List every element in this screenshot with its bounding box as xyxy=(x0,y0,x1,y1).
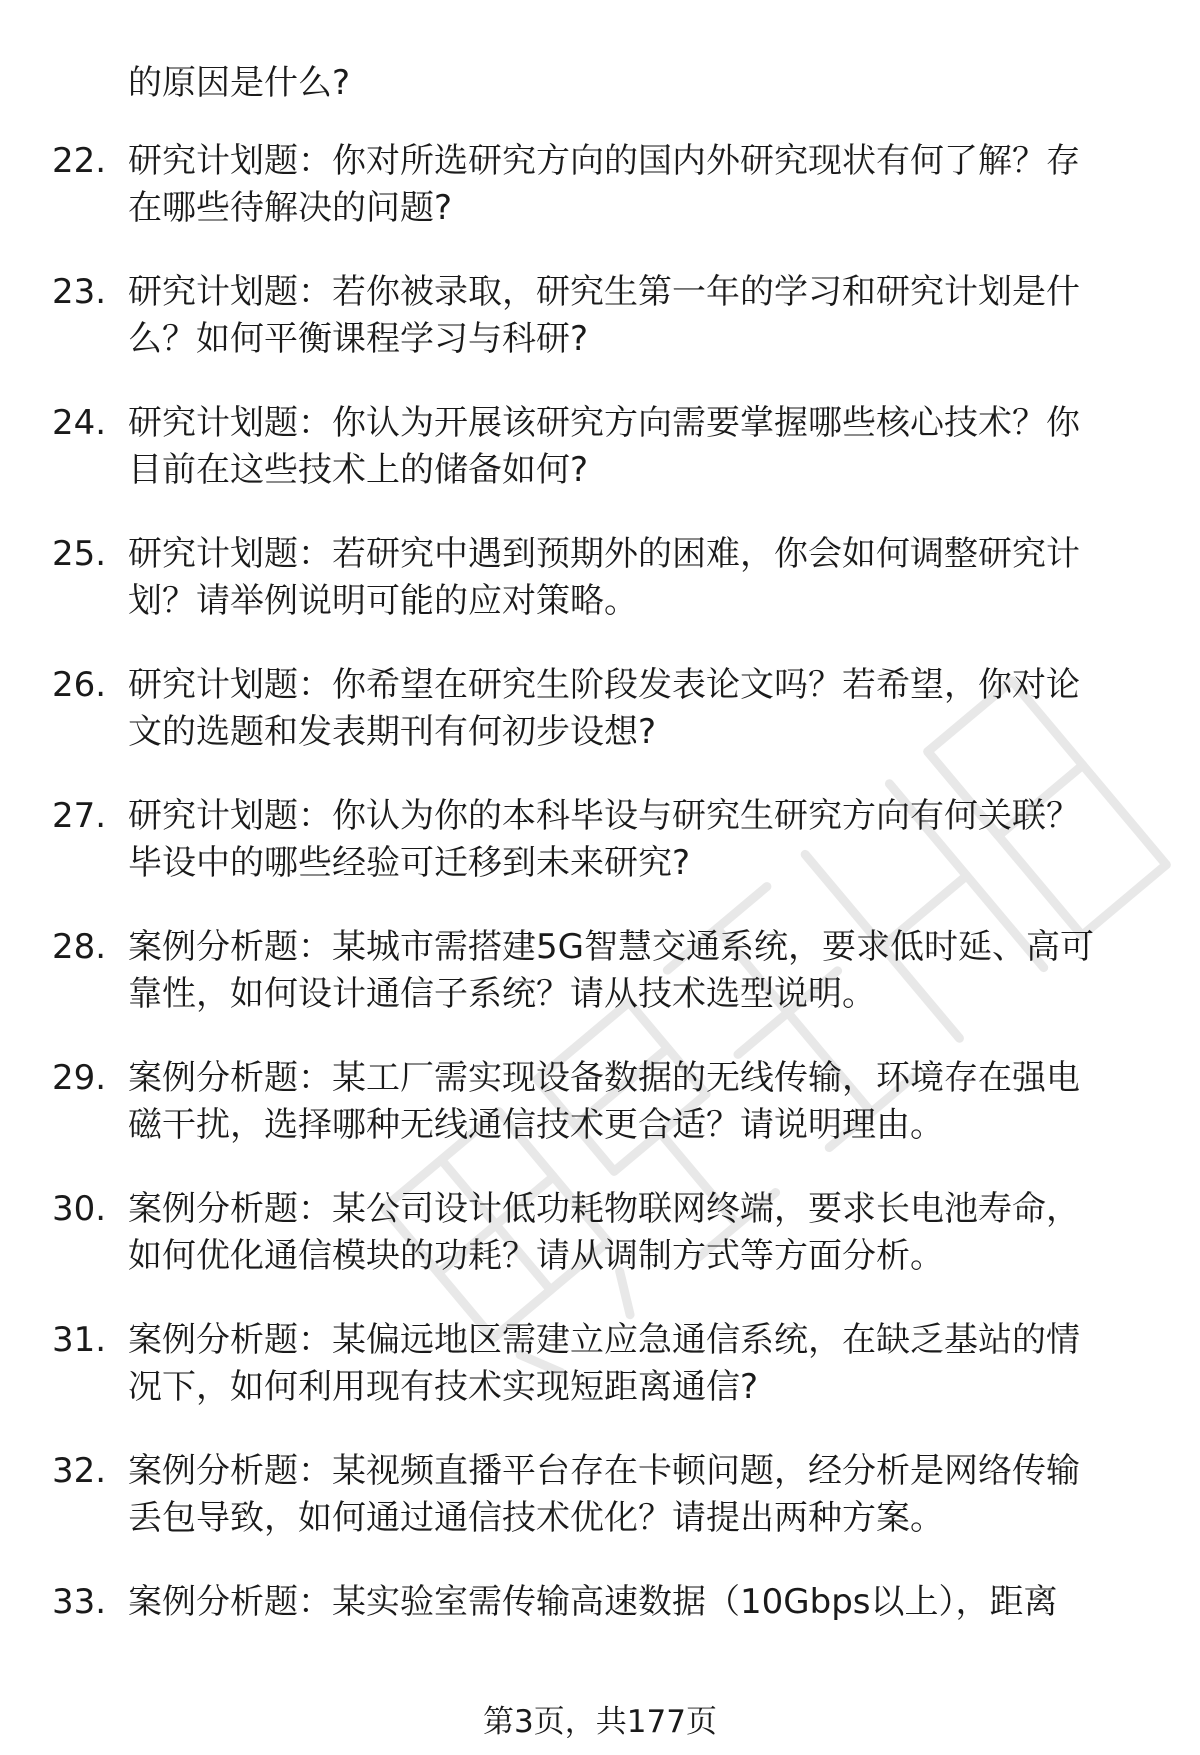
question-text-line: 目前在这些技术上的储备如何? xyxy=(128,450,589,490)
question-text xyxy=(128,1448,1148,1542)
question-text-line: 靠性，如何设计通信子系统？请从技术选型说明。 xyxy=(128,974,876,1014)
question-text xyxy=(128,793,1148,887)
question-text-line: 况下，如何利用现有技术实现短距离通信? xyxy=(128,1367,759,1407)
question-item xyxy=(0,1055,1200,1186)
question-text-line: 研究计划题：你认为开展该研究方向需要掌握哪些核心技术？你 xyxy=(128,403,1080,443)
question-text-line: 毕设中的哪些经验可迁移到未来研究? xyxy=(128,843,691,883)
question-text xyxy=(128,1055,1148,1149)
question-item xyxy=(0,1186,1200,1317)
question-number: 32. xyxy=(52,1451,107,1491)
question-number: 25. xyxy=(52,534,107,574)
question-text xyxy=(128,138,1148,232)
question-number: 33. xyxy=(52,1582,107,1622)
question-number: 27. xyxy=(52,796,107,836)
question-text-line: 案例分析题：某城市需搭建5G智慧交通系统，要求低时延、高可 xyxy=(128,927,1094,967)
page-footer: 第3页，共177页 xyxy=(483,1704,717,1740)
question-text xyxy=(128,1579,1148,1626)
question-text xyxy=(128,1186,1148,1280)
question-item xyxy=(0,1317,1200,1448)
question-number: 28. xyxy=(52,927,107,967)
question-text xyxy=(128,269,1148,363)
question-text xyxy=(128,531,1148,625)
question-text-line: 案例分析题：某工厂需实现设备数据的无线传输，环境存在强电 xyxy=(128,1058,1080,1098)
question-text-line: 文的选题和发表期刊有何初步设想? xyxy=(128,712,657,752)
question-number: 31. xyxy=(52,1320,107,1360)
question-text xyxy=(128,400,1148,494)
question-text-line: 案例分析题：某实验室需传输高速数据（10Gbps以上），距离 xyxy=(128,1582,1058,1622)
question-text-line: 案例分析题：某视频直播平台存在卡顿问题，经分析是网络传输 xyxy=(128,1451,1080,1491)
question-text-line: 丢包导致，如何通过通信技术优化？请提出两种方案。 xyxy=(128,1498,944,1538)
question-item xyxy=(0,1448,1200,1579)
question-text-line: 案例分析题：某偏远地区需建立应急通信系统，在缺乏基站的情 xyxy=(128,1320,1080,1360)
question-text-line: 案例分析题：某公司设计低功耗物联网终端，要求长电池寿命， xyxy=(128,1189,1080,1229)
question-number: 24. xyxy=(52,403,107,443)
question-text xyxy=(128,924,1148,1018)
question-item xyxy=(0,793,1200,924)
question-text-line: 划？请举例说明可能的应对策略。 xyxy=(128,581,638,621)
question-item xyxy=(0,924,1200,1055)
question-text-line: 磁干扰，选择哪种无线通信技术更合适？请说明理由。 xyxy=(128,1105,944,1145)
question-number: 23. xyxy=(52,272,107,312)
question-text-line: 如何优化通信模块的功耗？请从调制方式等方面分析。 xyxy=(128,1236,944,1276)
question-number: 30. xyxy=(52,1189,107,1229)
question-text-line: 研究计划题：你认为你的本科毕设与研究生研究方向有何关联？ xyxy=(128,796,1080,836)
question-text xyxy=(128,1317,1148,1411)
question-item xyxy=(0,662,1200,793)
question-text xyxy=(128,662,1148,756)
question-text-line: 在哪些待解决的问题? xyxy=(128,188,453,228)
question-text-line: 研究计划题：若研究中遇到预期外的困难，你会如何调整研究计 xyxy=(128,534,1080,574)
question-list xyxy=(0,138,1200,1710)
question-text-line: 研究计划题：你希望在研究生阶段发表论文吗？若希望，你对论 xyxy=(128,665,1080,705)
question-item xyxy=(0,531,1200,662)
question-item xyxy=(0,269,1200,400)
question-item xyxy=(0,1579,1200,1710)
question-item xyxy=(0,138,1200,269)
question-text-line: 么？如何平衡课程学习与科研? xyxy=(128,319,589,359)
question-number: 29. xyxy=(52,1058,107,1098)
question-number: 26. xyxy=(52,665,107,705)
question-text-line: 研究计划题：你对所选研究方向的国内外研究现状有何了解？存 xyxy=(128,141,1080,181)
continuation-line: 的原因是什么? xyxy=(128,63,351,103)
question-number: 22. xyxy=(52,141,107,181)
question-text-line: 研究计划题：若你被录取，研究生第一年的学习和研究计划是什 xyxy=(128,272,1080,312)
question-item xyxy=(0,400,1200,531)
